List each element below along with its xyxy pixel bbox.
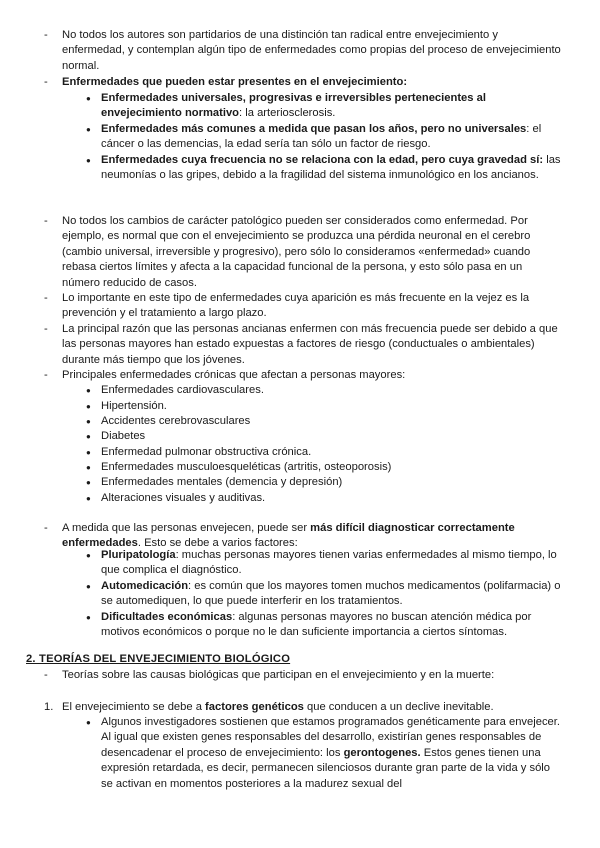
paragraph-chronic-title: Principales enfermedades crónicas que afectan a personas mayores:: [62, 369, 406, 381]
dash-marker: -: [44, 669, 48, 681]
dash-marker: -: [44, 76, 48, 88]
bullet-marker: ●: [86, 417, 91, 426]
factor-item: Dificultades económicas: algunas personas mayores no buscan atención médica por motivos económicos o porque no le dan suficiente importancia a ciertos síntomas.: [101, 611, 532, 639]
paragraph-gerontogenes: Algunos investigadores sostienen que estamos programados genéticamente para envejecer. Al igual que existen genes responsables del desarrollo, existirían genes responsables de desencadenar el proceso de envejecimiento: los gerontogenes. Estos genes tienen una expresión retardada, es decir, permanecen silenciosos durante gran parte de la vida y sólo se activan en momentos posteriores a la madurez sexual del: [101, 716, 560, 790]
paragraph-prevention: Lo importante en este tipo de enfermedades cuya aparición es más frecuente en la vejez es la prevención y el tratamiento a largo plazo.: [62, 292, 530, 320]
bullet-marker: ●: [86, 94, 91, 103]
bullet-marker: ●: [86, 613, 91, 622]
dash-marker: -: [44, 29, 48, 41]
list-number: 1.: [44, 701, 54, 713]
chronic-item: Enfermedades musculoesqueléticas (artritis, osteoporosis): [101, 461, 392, 473]
paragraph-genetic-factors: El envejecimiento se debe a factores genéticos que conducen a un declive inevitable.: [62, 701, 494, 713]
chronic-item: Enfermedad pulmonar obstructiva crónica.: [101, 446, 312, 458]
bullet-marker: ●: [86, 386, 91, 395]
paragraph-diagnosis: A medida que las personas envejecen, puede ser más difícil diagnosticar correctamente enfermedades. Esto se debe a varios factores:: [62, 522, 515, 550]
bullet-marker: ●: [86, 125, 91, 134]
chronic-item: Hipertensión.: [101, 400, 167, 412]
bullet-marker: ●: [86, 551, 91, 560]
dash-marker: -: [44, 323, 48, 335]
bullet-marker: ●: [86, 463, 91, 472]
dash-marker: -: [44, 369, 48, 381]
dash-marker: -: [44, 522, 48, 534]
disease-item: Enfermedades universales, progresivas e irreversibles pertenecientes al envejecimiento normativo: la arteriosclerosis.: [101, 92, 486, 120]
dash-marker: -: [44, 292, 48, 304]
chronic-item: Diabetes: [101, 430, 146, 442]
paragraph-diseases-title: [62, 75, 562, 90]
disease-item: Enfermedades cuya frecuencia no se relaciona con la edad, pero cuya gravedad sí: las neumonías o las gripes, debido a la fragilidad del sistema inmunológico en los ancianos.: [101, 154, 561, 182]
dash-marker: -: [44, 215, 48, 227]
bullet-marker: ●: [86, 402, 91, 411]
bullet-marker: ●: [86, 156, 91, 165]
paragraph-distinction: No todos los autores son partidarios de una distinción tan radical entre envejecimiento y enfermedad, y contemplan algún tipo de enfermedades como propias del proceso de envejecimiento normal.: [62, 29, 561, 72]
chronic-item: Alteraciones visuales y auditivas.: [101, 492, 266, 504]
factor-item: Automedicación: es común que los mayores tomen muchos medicamentos (polifarmacia) o se automediquen, lo que puede interferir en los tratamientos.: [101, 580, 561, 608]
paragraph-pathological-changes: No todos los cambios de carácter patológico pueden ser considerados como enfermedad. Por ejemplo, es normal que con el envejecimiento se produzca una pérdida neuronal en el cerebro (cambio universal, irreversible y progresivo), pero sólo lo consideramos «enfermedad» cuando rebasa ciertos límites y afecta a la capacidad funcional de la persona, y esto sólo pasa en un número reducido de casos.: [62, 215, 531, 289]
chronic-item: Enfermedades mentales (demencia y depresión): [101, 476, 343, 488]
bullet-marker: ●: [86, 478, 91, 487]
bullet-marker: ●: [86, 448, 91, 457]
chronic-item: Enfermedades cardiovasculares.: [101, 384, 264, 396]
bullet-marker: ●: [86, 494, 91, 503]
bullet-marker: ●: [86, 582, 91, 591]
paragraph-theories-intro: Teorías sobre las causas biológicas que participan en el envejecimiento y en la muerte:: [62, 669, 495, 681]
disease-item: Enfermedades más comunes a medida que pasan los años, pero no universales: el cáncer o las demencias, la edad sería tan sólo un factor de riesgo.: [101, 123, 542, 151]
paragraph-main-reason: La principal razón que las personas ancianas enfermen con más frecuencia puede ser debido a que las personas mayores han estado expuestas a factores de riesgo (conductuales o ambientales) durante más tiempo que los jóvenes.: [62, 323, 558, 366]
chronic-item: Accidentes cerebrovasculares: [101, 415, 251, 427]
bullet-marker: ●: [86, 432, 91, 441]
section-heading: 2. TEORÍAS DEL ENVEJECIMIENTO BIOLÓGICO: [26, 653, 291, 665]
bullet-marker: ●: [86, 718, 91, 727]
diseases-title: Enfermedades que pueden estar presentes en el envejecimiento:: [62, 76, 408, 88]
factor-item: Pluripatología: muchas personas mayores tienen varias enfermedades al mismo tiempo, lo que complica el diagnóstico.: [101, 549, 557, 577]
